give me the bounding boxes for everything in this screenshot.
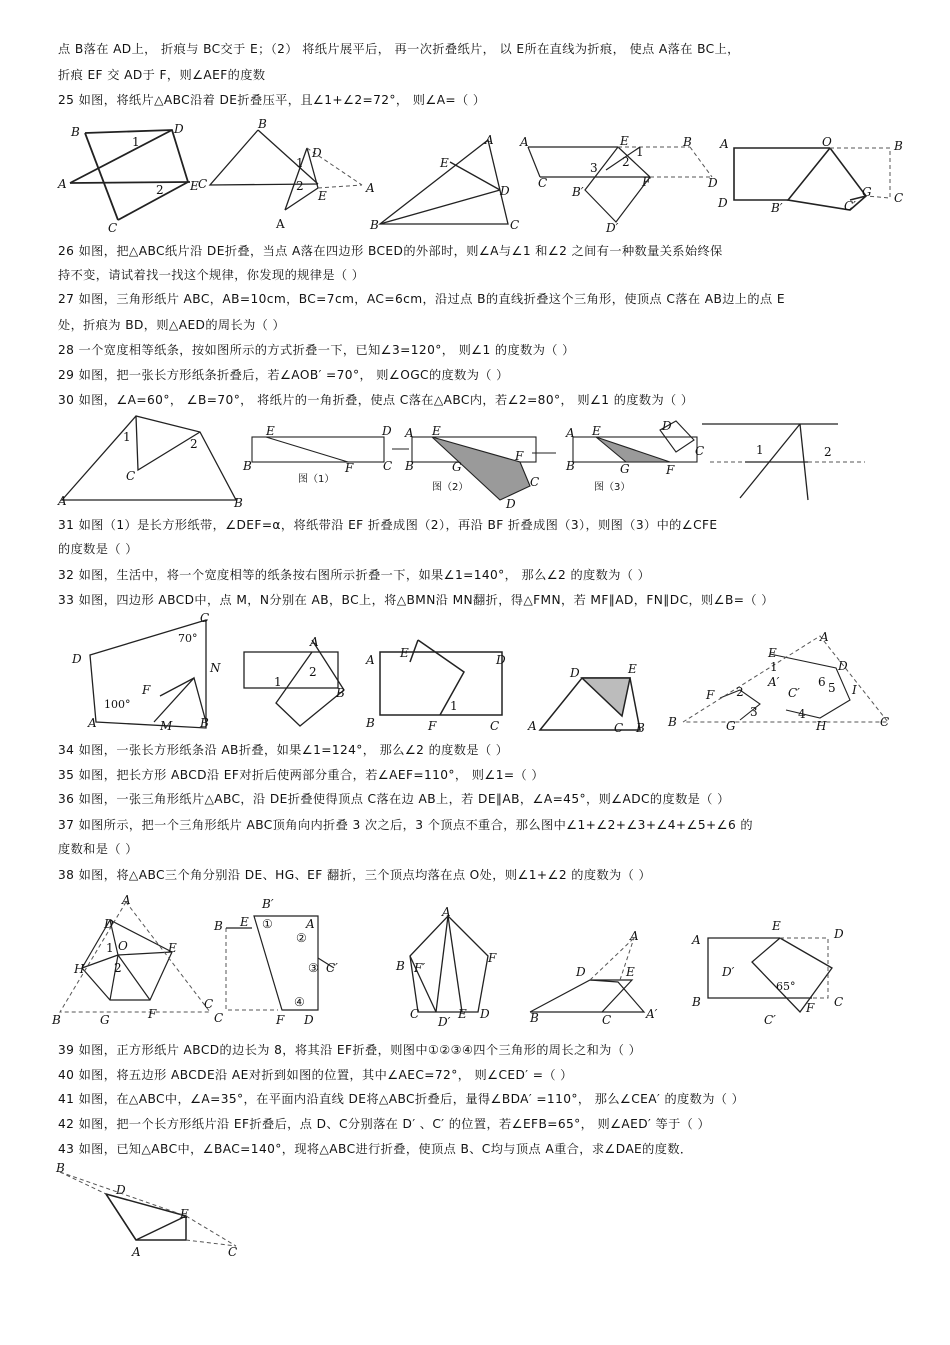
svg-text:C′: C′ [326,961,338,975]
svg-text:D: D [662,419,672,433]
svg-text:A: A [122,893,131,907]
svg-text:A: A [58,494,67,508]
svg-text:B: B [52,1013,61,1027]
svg-text:D′: D′ [722,965,735,979]
figure-31-3 [532,421,697,462]
question-27-cont: 处，折痕为 BD，则△AED的周长为（ ） [58,318,286,332]
svg-text:E: E [180,1207,189,1221]
question-27: 27 如图，三角形纸片 ABC，AB=10cm，BC=7cm，AC=6cm，沿过点 B的直线折叠这个三角形，使顶点 C落在 AB边上的点 E [58,292,785,306]
svg-text:2: 2 [736,685,744,699]
question-39: 39 如图，正方形纸片 ABCD的边长为 8，将其沿 EF折叠，则图中①②③④四个三角形的周长之和为（ ） [58,1043,642,1057]
svg-text:2: 2 [824,445,832,459]
svg-text:C: C [602,1013,612,1027]
svg-text:D: D [480,1007,490,1021]
svg-text:B: B [405,459,414,473]
svg-text:C: C [834,995,844,1009]
svg-text:B: B [71,125,80,139]
svg-text:A′: A′ [646,1007,658,1021]
svg-text:C: C [695,444,705,458]
svg-text:A: A [88,716,97,730]
svg-text:B: B [234,496,243,510]
svg-text:D: D [838,659,848,673]
svg-text:C: C [126,469,136,483]
question-40: 40 如图，将五边形 ABCDE沿 AE对折到如图的位置，其中∠AEC=72°， 则∠CED′ =（ ） [58,1068,573,1082]
svg-text:1: 1 [296,156,304,170]
question-35: 35 如图，把长方形 ABCD沿 EF对折后使两部分重合，若∠AEF=110°， 则∠1=（ ） [58,768,544,782]
svg-text:A: A [630,929,639,943]
caption-figure-1: 图（1） [298,474,335,485]
svg-text:A: A [720,137,729,151]
svg-text:E: E [240,915,249,929]
svg-text:D: D [708,176,718,190]
svg-text:B: B [530,1011,539,1025]
svg-text:H: H [74,962,85,976]
svg-text:1: 1 [770,660,778,674]
figure-25-b [210,130,318,210]
question-31-cont: 的度数是（ ） [58,542,138,556]
svg-text:E: E [440,156,449,170]
question-28: 28 一个宽度相等纸条，按如图所示的方式折叠一下，已知∠3=120°， 则∠1 的度数为（ ） [58,343,575,357]
angle-label-65: 65° [776,980,796,993]
svg-text:C: C [510,218,520,232]
svg-text:C: C [880,715,890,729]
svg-text:2: 2 [190,437,198,451]
svg-text:B: B [200,716,209,730]
svg-text:④: ④ [294,995,305,1009]
svg-text:D: D [570,666,580,680]
svg-text:A: A [820,630,829,644]
svg-text:2: 2 [296,179,304,193]
svg-text:B: B [683,135,692,149]
svg-text:B: B [214,919,223,933]
question-43: 43 如图，已知△ABC中，∠BAC=140°，现将△ABC进行折叠，使顶点 B、C均与顶点 A重合，求∠DAE的度数． [58,1142,693,1156]
svg-text:D: D [834,927,844,941]
svg-text:C: C [383,459,393,473]
svg-text:E: E [772,919,781,933]
svg-text:3: 3 [750,705,758,719]
svg-text:A: A [276,217,285,231]
svg-text:4: 4 [798,707,806,721]
svg-text:E: E [318,189,327,203]
svg-text:C: C [614,721,624,735]
svg-text:B: B [366,716,375,730]
svg-text:1: 1 [132,135,140,149]
svg-text:D: D [506,497,516,511]
svg-text:C: C [538,176,548,190]
question-36: 36 如图，一张三角形纸片△ABC，沿 DE折叠使得顶点 C落在边 AB上，若 DE∥AB，∠A=45°，则∠ADC的度数是（ ） [58,792,730,806]
figure-43 [106,1194,186,1240]
svg-text:A: A [442,905,451,919]
figure-31-1 [252,437,384,462]
svg-text:A: A [366,181,375,195]
figure-36 [540,678,640,730]
figure-25-c [380,140,508,224]
svg-text:C′: C′ [844,199,856,213]
svg-text:3: 3 [590,161,598,175]
svg-text:C′: C′ [788,686,800,700]
svg-text:D: D [174,122,184,136]
svg-text:C: C [200,611,210,625]
svg-text:E: E [628,662,637,676]
svg-text:B: B [636,721,645,735]
svg-text:E: E [620,134,629,148]
svg-text:6: 6 [818,675,826,689]
svg-text:B: B [396,959,405,973]
svg-text:B′: B′ [771,201,783,215]
svg-text:B: B [243,459,252,473]
svg-text:C: C [410,1007,420,1021]
svg-text:C: C [530,475,540,489]
svg-text:A: A [306,917,315,931]
question-25: 25 如图，将纸片△ABC沿着 DE折叠压平，且∠1+∠2=72°， 则∠A=（ ） [58,93,486,107]
svg-text:D: D [500,184,510,198]
svg-text:2: 2 [156,183,164,197]
svg-text:F: F [345,461,354,475]
svg-text:E: E [432,424,441,438]
question-26: 26 如图，把△ABC纸片沿 DE折叠，当点 A落在四边形 BCED的外部时，则∠A与∠1 和∠2 之间有一种数量关系始终保 [58,244,723,258]
svg-text:F: F [642,175,651,189]
question-42: 42 如图，把一个长方形纸片沿 EF折叠后，点 D、C分别落在 D′ 、C′ 的位置，若∠EFB=65°， 则∠AED′ 等于（ ） [58,1117,711,1131]
question-26-cont: 持不变，请试着找一找这个规律，你发现的规律是（ ） [58,268,365,282]
svg-text:A: A [310,635,319,649]
svg-text:C′: C′ [764,1013,776,1027]
svg-text:N: N [210,661,221,675]
figure-41 [530,980,644,1012]
figure-25-a [70,130,190,220]
svg-text:A: A [528,719,537,733]
svg-text:②: ② [296,931,307,945]
text-line: 点 B落在 AD上， 折痕与 BC交于 E；（2） 将纸片展平后， 再一次折叠纸片， 以 E所在直线为折痕， 使点 A落在 BC上， [58,42,740,56]
svg-text:1: 1 [450,699,458,713]
svg-text:1: 1 [636,145,644,159]
svg-text:2: 2 [309,665,317,679]
svg-text:1: 1 [274,675,282,689]
question-37: 37 如图所示，把一个三角形纸片 ABC顶角向内折叠 3 次之后，3 个顶点不重合，那么图中∠1+∠2+∠3+∠4+∠5+∠6 的 [58,818,753,832]
svg-text:C: C [228,1245,238,1259]
question-31: 31 如图（1）是长方形纸带，∠DEF=α，将纸带沿 EF 折叠成图（2），再沿 BF 折叠成图（3），则图（3）中的∠CFE [58,518,718,532]
svg-text:E: E [400,646,409,660]
svg-text:C: C [204,997,214,1011]
svg-text:B: B [894,139,903,153]
svg-text:D: D [576,965,586,979]
question-38: 38 如图，将△ABC三个角分别沿 DE、HG、EF 翻折，三个顶点均落在点 O处，则∠1+∠2 的度数为（ ） [58,868,652,882]
svg-text:D′: D′ [438,1015,451,1029]
svg-text:D: D [382,424,392,438]
svg-text:C: C [214,1011,224,1025]
svg-text:G: G [726,719,736,733]
svg-text:I: I [852,683,857,697]
svg-text:F: F [142,683,151,697]
svg-text:F: F [666,463,675,477]
svg-text:B: B [668,715,677,729]
svg-text:B: B [370,218,379,232]
svg-text:E: E [768,646,777,660]
caption-figure-3: 图（3） [594,482,631,493]
svg-text:F: F [806,1001,815,1015]
svg-text:A: A [58,177,67,191]
figure-34 [244,640,344,726]
svg-text:③: ③ [308,961,319,975]
svg-text:①: ① [262,917,273,931]
question-41: 41 如图，在△ABC中，∠A=35°，在平面内沿直线 DE将△ABC折叠后，量得∠BDA′ =110°， 那么∠CEA′ 的度数为（ ） [58,1092,745,1106]
figure-35 [380,640,502,715]
svg-text:E: E [168,941,177,955]
svg-text:M: M [160,719,173,733]
text-line: 折痕 EF 交 AD于 F，则∠AEF的度数 [58,68,266,82]
svg-text:B: B [56,1161,65,1175]
svg-text:O: O [822,135,832,149]
svg-text:F: F [515,449,524,463]
svg-text:2: 2 [622,155,630,169]
svg-text:C: C [894,191,904,205]
svg-text:G: G [452,460,462,474]
angle-label-100: 100° [104,698,131,711]
svg-text:A: A [132,1245,141,1259]
angle-label-70: 70° [178,632,198,645]
svg-text:A′: A′ [768,675,780,689]
question-33: 33 如图，四边形 ABCD中，点 M，N分别在 AB，BC上，将△BMN沿 MN翻折，得△FMN，若 MF∥AD，FN∥DC，则∠B=（ ） [58,593,774,607]
svg-text:D′: D′ [606,221,619,235]
svg-text:A: A [405,426,414,440]
svg-text:E: E [190,179,199,193]
svg-text:D: D [72,652,82,666]
svg-text:C: C [198,177,208,191]
svg-text:G: G [862,185,872,199]
svg-text:D: D [116,1183,126,1197]
svg-text:D: D [718,196,728,210]
svg-text:G: G [100,1013,110,1027]
svg-text:F: F [148,1007,157,1021]
svg-text:1: 1 [123,430,131,444]
figure-38 [82,920,172,1000]
svg-text:B: B [336,686,345,700]
svg-text:C: C [490,719,500,733]
svg-text:B: B [258,117,267,131]
svg-text:E: E [626,965,635,979]
svg-text:F: F [428,719,437,733]
question-30: 30 如图，∠A=60°， ∠B=70°， 将纸片的一角折叠，使点 C落在△ABC内，若∠2=80°， 则∠1 的度数为（ ） [58,393,694,407]
svg-text:E: E [458,1007,467,1021]
svg-text:B′: B′ [572,185,584,199]
svg-text:A: A [566,426,575,440]
svg-text:C: C [108,221,118,235]
caption-figure-2: 图（2） [432,482,469,493]
svg-text:A: A [692,933,701,947]
question-37-cont: 度数和是（ ） [58,842,138,856]
svg-text:D: D [496,653,506,667]
svg-text:2: 2 [114,961,122,975]
question-32: 32 如图，生活中，将一个宽度相等的纸条按右图所示折叠一下，如果∠1=140°， 那么∠2 的度数为（ ） [58,568,651,582]
svg-text:H: H [816,719,827,733]
svg-text:E: E [592,424,601,438]
svg-text:G: G [620,462,630,476]
svg-text:1: 1 [756,443,764,457]
svg-text:A: A [485,133,494,147]
svg-text:5: 5 [828,681,836,695]
svg-text:1: 1 [106,941,114,955]
svg-text:D: D [304,1013,314,1027]
svg-text:D: D [104,917,114,931]
svg-text:F′: F′ [414,961,426,975]
figure-30 [62,416,236,500]
question-34: 34 如图，一张长方形纸条沿 AB折叠，如果∠1=124°， 那么∠2 的度数是（ ） [58,743,509,757]
svg-text:B: B [692,995,701,1009]
svg-text:F: F [276,1013,285,1027]
question-29: 29 如图，把一张长方形纸条折叠后，若∠AOB′ =70°， 则∠OGC的度数为（ ） [58,368,509,382]
svg-text:A: A [366,653,375,667]
svg-text:F: F [488,951,497,965]
svg-text:B′: B′ [262,897,274,911]
svg-text:F: F [706,688,715,702]
svg-text:E: E [266,424,275,438]
svg-text:D: D [312,146,322,160]
svg-text:O: O [118,939,128,953]
svg-text:B: B [566,459,575,473]
svg-text:A: A [520,135,529,149]
